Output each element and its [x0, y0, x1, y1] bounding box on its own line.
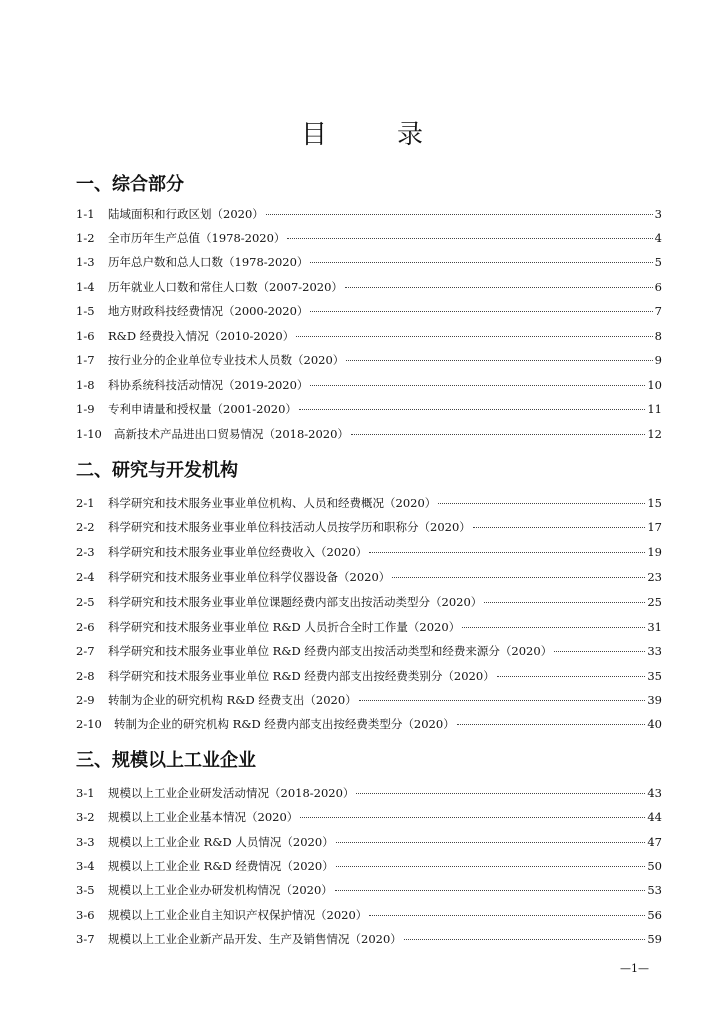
- entry-title: 转制为企业的研究机构 R&D 经费内部支出按经费类型分（2020）: [114, 717, 455, 731]
- dot-leader: [462, 626, 645, 628]
- dot-leader: [438, 502, 645, 504]
- section-heading-research: 二、研究与开发机构: [76, 460, 238, 481]
- entry-number: 1-2: [76, 231, 95, 245]
- dot-leader: [457, 723, 646, 725]
- dot-leader: [554, 650, 645, 652]
- entry-page-number: 3: [654, 207, 662, 221]
- toc-entry[interactable]: [76, 230, 662, 248]
- entry-title: 规模以上工业企业基本情况（2020）: [108, 810, 299, 824]
- entry-number: 3-3: [76, 835, 95, 849]
- entry-title: 科学研究和技术服务业事业单位 R&D 经费内部支出按活动类型和经费来源分（2020）: [108, 644, 553, 658]
- entry-page-number: 25: [647, 595, 662, 609]
- dot-leader: [310, 384, 645, 386]
- entry-number: 2-6: [76, 620, 95, 634]
- toc-entry[interactable]: [76, 401, 662, 419]
- toc-entry[interactable]: [76, 692, 662, 710]
- entry-number: 2-2: [76, 520, 95, 534]
- entry-number: 2-9: [76, 693, 95, 707]
- entry-page-number: 6: [654, 280, 662, 294]
- dot-leader: [346, 359, 652, 361]
- entry-page-number: 15: [647, 496, 662, 510]
- entry-number: 1-6: [76, 329, 95, 343]
- entry-number: 2-10: [76, 717, 102, 731]
- entry-page-number: 19: [647, 545, 662, 559]
- entry-page-number: 31: [647, 620, 662, 634]
- entry-number: 3-2: [76, 810, 95, 824]
- entry-title: 全市历年生产总值（1978-2020）: [108, 231, 286, 245]
- entry-title: 科学研究和技术服务业事业单位课题经费内部支出按活动类型分（2020）: [108, 595, 483, 609]
- entry-title: 规模以上工业企业研发活动情况（2018-2020）: [108, 786, 355, 800]
- entry-title: 规模以上工业企业新产品开发、生产及销售情况（2020）: [108, 932, 402, 946]
- toc-entry[interactable]: [76, 303, 662, 321]
- toc-entry[interactable]: [76, 254, 662, 272]
- dot-leader: [351, 433, 645, 435]
- entry-title: 规模以上工业企业 R&D 经费情况（2020）: [108, 859, 334, 873]
- section-heading-general: 一、综合部分: [76, 174, 184, 195]
- dot-leader: [345, 286, 653, 288]
- entry-title: 高新技术产品进出口贸易情况（2018-2020）: [114, 427, 349, 441]
- toc-entry[interactable]: [76, 544, 662, 562]
- toc-entry[interactable]: [76, 619, 662, 637]
- toc-entry[interactable]: [76, 377, 662, 395]
- dot-leader: [266, 213, 653, 215]
- entry-number: 1-10: [76, 427, 102, 441]
- dot-leader: [299, 408, 645, 410]
- entry-number: 1-9: [76, 402, 95, 416]
- entry-page-number: 17: [647, 520, 662, 534]
- entry-page-number: 43: [647, 786, 662, 800]
- dot-leader: [296, 335, 652, 337]
- dot-leader: [369, 914, 645, 916]
- toc-entry[interactable]: [76, 858, 662, 876]
- toc-entry[interactable]: [76, 352, 662, 370]
- toc-entry[interactable]: [76, 426, 662, 444]
- entry-number: 1-7: [76, 353, 95, 367]
- entry-page-number: 5: [654, 255, 662, 269]
- entry-number: 1-5: [76, 304, 95, 318]
- entry-page-number: 40: [647, 717, 662, 731]
- entry-title: 按行业分的企业单位专业技术人员数（2020）: [108, 353, 345, 367]
- entry-title: 专利申请量和授权量（2001-2020）: [108, 402, 297, 416]
- toc-entry[interactable]: [76, 206, 662, 224]
- toc-entry[interactable]: [76, 279, 662, 297]
- entry-number: 2-4: [76, 570, 95, 584]
- footer-page-number: —1—: [620, 962, 649, 975]
- dot-leader: [335, 889, 646, 891]
- entry-page-number: 7: [654, 304, 662, 318]
- dot-leader: [310, 261, 652, 263]
- entry-title: 科协系统科技活动情况（2019-2020）: [108, 378, 309, 392]
- toc-entry[interactable]: [76, 328, 662, 346]
- entry-title: 陆域面积和行政区划（2020）: [108, 207, 264, 221]
- toc-entry[interactable]: [76, 716, 662, 734]
- toc-entry[interactable]: [76, 882, 662, 900]
- entry-number: 1-3: [76, 255, 95, 269]
- entry-page-number: 39: [647, 693, 662, 707]
- entry-page-number: 33: [647, 644, 662, 658]
- toc-entry[interactable]: [76, 495, 662, 513]
- toc-entry[interactable]: [76, 594, 662, 612]
- entry-title: 科学研究和技术服务业事业单位科学仪器设备（2020）: [108, 570, 391, 584]
- entry-number: 2-8: [76, 669, 95, 683]
- toc-entry[interactable]: [76, 834, 662, 852]
- toc-entry[interactable]: [76, 931, 662, 949]
- entry-title: 规模以上工业企业办研发机构情况（2020）: [108, 883, 333, 897]
- entry-number: 3-1: [76, 786, 95, 800]
- entry-page-number: 11: [647, 402, 662, 416]
- dot-leader: [473, 526, 646, 528]
- toc-entry[interactable]: [76, 668, 662, 686]
- toc-entry[interactable]: [76, 643, 662, 661]
- entry-title: 历年总户数和总人口数（1978-2020）: [108, 255, 309, 269]
- entry-title: 历年就业人口数和常住人口数（2007-2020）: [108, 280, 343, 294]
- dot-leader: [404, 938, 646, 940]
- dot-leader: [300, 816, 645, 818]
- entry-number: 3-7: [76, 932, 95, 946]
- dot-leader: [484, 601, 645, 603]
- entry-number: 1-8: [76, 378, 95, 392]
- dot-leader: [310, 310, 652, 312]
- entry-page-number: 8: [654, 329, 662, 343]
- entry-title: 转制为企业的研究机构 R&D 经费支出（2020）: [108, 693, 357, 707]
- entry-page-number: 35: [647, 669, 662, 683]
- entry-number: 2-7: [76, 644, 95, 658]
- entry-page-number: 47: [647, 835, 662, 849]
- dot-leader: [356, 792, 645, 794]
- dot-leader: [497, 675, 646, 677]
- entry-title: 科学研究和技术服务业事业单位 R&D 人员折合全时工作量（2020）: [108, 620, 461, 634]
- entry-title: 规模以上工业企业自主知识产权保护情况（2020）: [108, 908, 368, 922]
- entry-page-number: 9: [654, 353, 662, 367]
- entry-title: 科学研究和技术服务业事业单位科技活动人员按学历和职称分（2020）: [108, 520, 471, 534]
- entry-page-number: 4: [654, 231, 662, 245]
- toc-entry[interactable]: [76, 809, 662, 827]
- entry-number: 1-1: [76, 207, 95, 221]
- entry-number: 3-5: [76, 883, 95, 897]
- entry-title: 地方财政科技经费情况（2000-2020）: [108, 304, 309, 318]
- entry-number: 3-6: [76, 908, 95, 922]
- entry-page-number: 12: [647, 427, 662, 441]
- toc-entry[interactable]: [76, 519, 662, 537]
- entry-title: 科学研究和技术服务业事业单位经费收入（2020）: [108, 545, 368, 559]
- entry-page-number: 53: [647, 883, 662, 897]
- entry-number: 2-5: [76, 595, 95, 609]
- entry-page-number: 59: [647, 932, 662, 946]
- entry-number: 3-4: [76, 859, 95, 873]
- dot-leader: [369, 551, 645, 553]
- entry-number: 2-1: [76, 496, 95, 510]
- toc-entry[interactable]: [76, 785, 662, 803]
- entry-page-number: 44: [647, 810, 662, 824]
- entry-page-number: 10: [647, 378, 662, 392]
- entry-title: 规模以上工业企业 R&D 人员情况（2020）: [108, 835, 334, 849]
- dot-leader: [359, 699, 646, 701]
- toc-entry[interactable]: [76, 569, 662, 587]
- toc-entry[interactable]: [76, 907, 662, 925]
- entry-title: 科学研究和技术服务业事业单位 R&D 经费内部支出按经费类别分（2020）: [108, 669, 495, 683]
- entry-number: 2-3: [76, 545, 95, 559]
- entry-title: R&D 经费投入情况（2010-2020）: [108, 329, 295, 343]
- entry-page-number: 56: [647, 908, 662, 922]
- dot-leader: [392, 576, 645, 578]
- page-title: 目 录: [300, 120, 445, 150]
- entry-title: 科学研究和技术服务业事业单位机构、人员和经费概况（2020）: [108, 496, 437, 510]
- entry-number: 1-4: [76, 280, 95, 294]
- entry-page-number: 50: [647, 859, 662, 873]
- entry-page-number: 23: [647, 570, 662, 584]
- dot-leader: [287, 237, 652, 239]
- section-heading-industrial: 三、规模以上工业企业: [76, 750, 256, 771]
- dot-leader: [336, 865, 646, 867]
- dot-leader: [336, 841, 646, 843]
